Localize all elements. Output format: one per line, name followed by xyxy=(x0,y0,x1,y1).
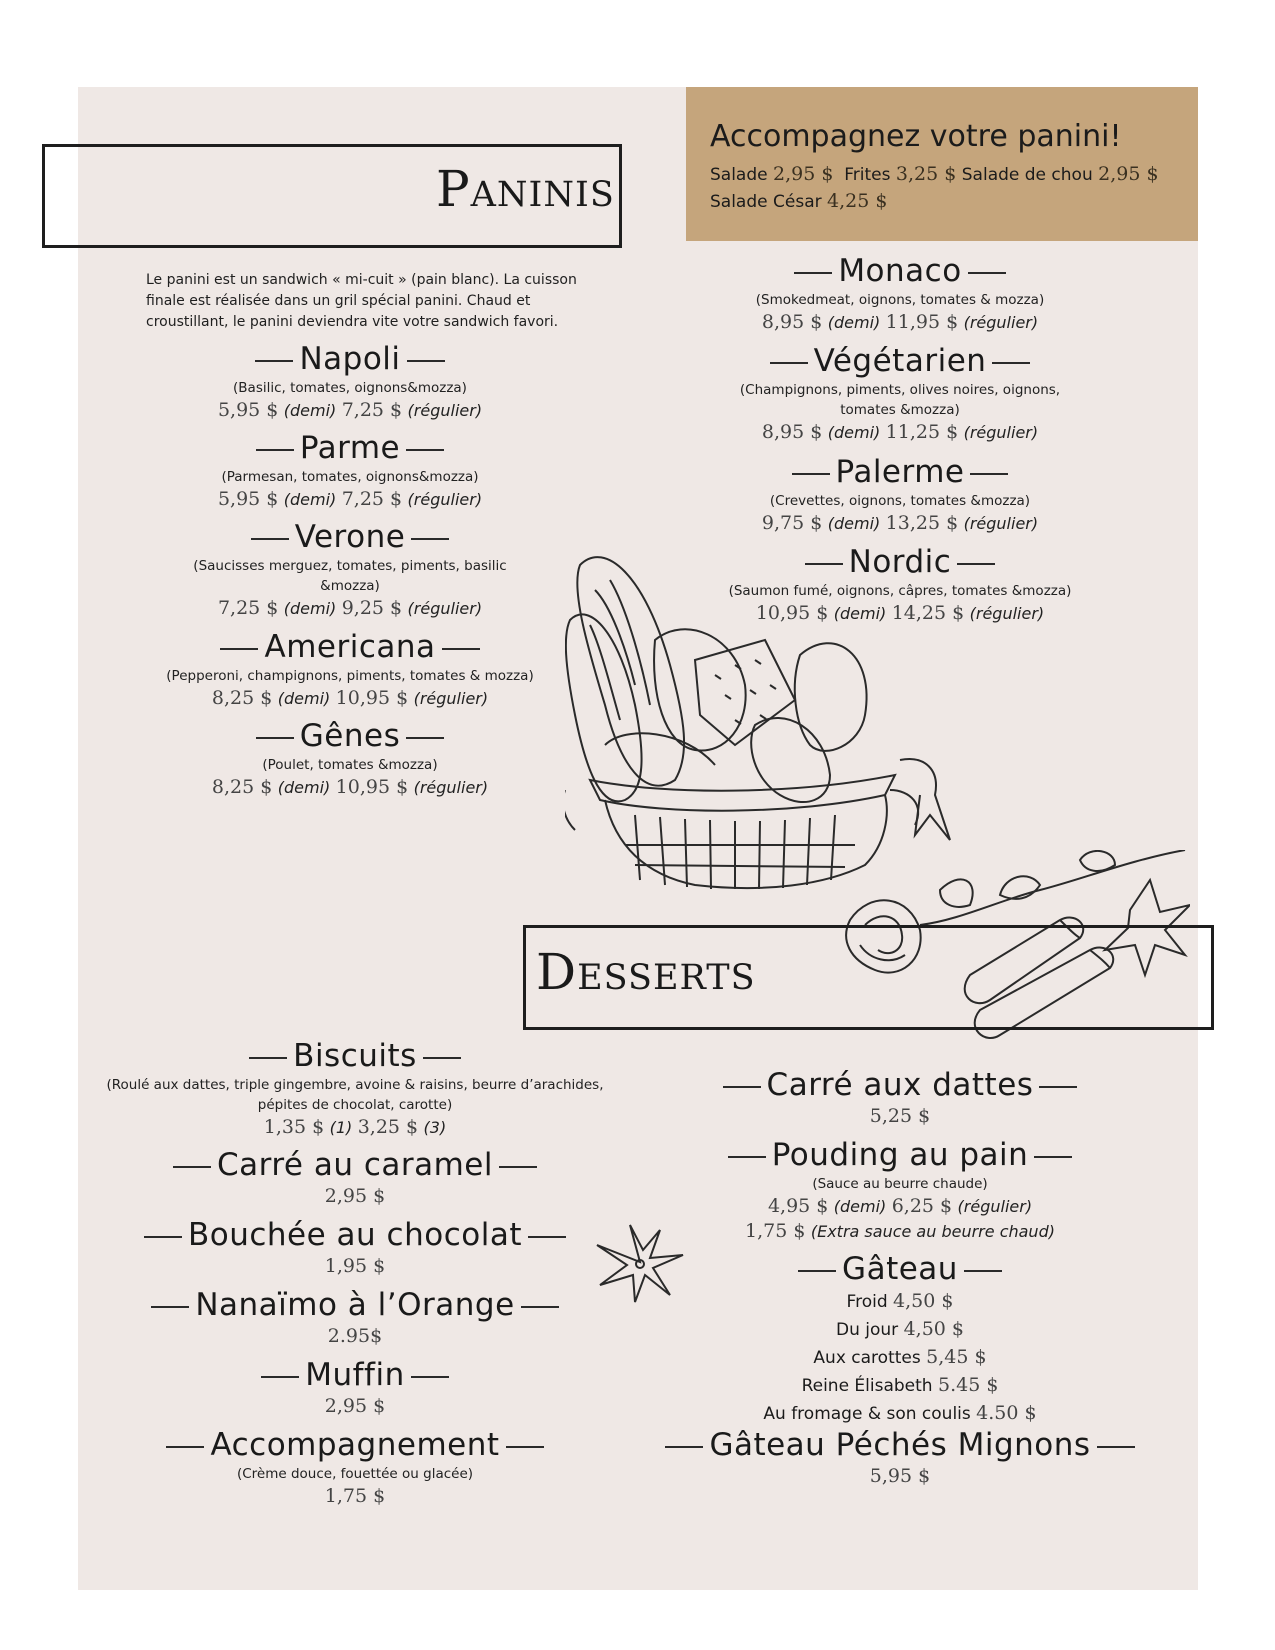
item-name: Accompagnement xyxy=(210,1427,500,1463)
panini-item xyxy=(150,429,550,512)
item-price: 8,25 $ (demi) 10,95 $ (régulier) xyxy=(211,687,489,709)
side-label: Salade César xyxy=(710,192,822,212)
item-desc: (Pepperoni, champignons, piments, tomates & mozza) xyxy=(166,668,534,684)
item-name: Bouchée au chocolat xyxy=(187,1217,522,1253)
panini-item xyxy=(150,628,550,711)
item-desc: (Saucisses merguez, tomates, piments, basilic &mozza) xyxy=(193,558,507,594)
item-desc: (Saumon fumé, oignons, câpres, tomates &mozza) xyxy=(728,583,1072,599)
item-name: Végétarien xyxy=(813,343,987,379)
panini-item xyxy=(150,340,550,423)
cake-line: Reine Élisabeth 5.45 $ xyxy=(801,1374,999,1396)
item-price: 5,95 $ (demi) 7,25 $ (régulier) xyxy=(217,399,483,421)
item-name: Carré aux dattes xyxy=(766,1067,1034,1103)
side-label: Frites xyxy=(844,165,891,185)
item-price: 7,25 $ (demi) 9,25 $ (régulier) xyxy=(217,597,483,619)
sides-banner xyxy=(686,87,1198,241)
item-price: 5,25 $ xyxy=(869,1105,931,1127)
side-label: Salade xyxy=(710,165,768,185)
dessert-item xyxy=(120,1146,590,1209)
item-name: Gâteau xyxy=(842,1251,958,1287)
dessert-item xyxy=(120,1426,590,1509)
item-price: 8,25 $ (demi) 10,95 $ (régulier) xyxy=(211,776,489,798)
sides-line-1 xyxy=(710,163,1159,185)
item-name: Palerme xyxy=(835,454,965,490)
item-price: 4,95 $ (demi) 6,25 $ (régulier) xyxy=(767,1195,1033,1217)
item-price: 1,75 $ xyxy=(324,1485,386,1507)
item-price: 8,95 $ (demi) 11,95 $ (régulier) xyxy=(761,311,1039,333)
star-anise-illustration xyxy=(595,1220,685,1305)
item-desc: (Smokedmeat, oignons, tomates & mozza) xyxy=(755,292,1045,308)
item-name: Pouding au pain xyxy=(771,1137,1029,1173)
dessert-item xyxy=(100,1037,610,1140)
panini-item xyxy=(180,518,520,621)
item-name: Gênes xyxy=(299,718,401,754)
dessert-item xyxy=(120,1286,590,1349)
item-name: Gâteau Péchés Mignons xyxy=(709,1427,1091,1463)
item-name: Nordic xyxy=(848,544,952,580)
item-desc: (Poulet, tomates &mozza) xyxy=(262,757,438,773)
item-price: 2.95$ xyxy=(327,1325,383,1347)
item-desc: (Roulé aux dattes, triple gingembre, avoine & raisins, beurre d’arachides, pépites de chocolat, carotte) xyxy=(106,1077,604,1113)
item-name: Parme xyxy=(299,430,401,466)
dessert-item xyxy=(700,1250,1100,1428)
item-desc: (Crevettes, oignons, tomates &mozza) xyxy=(769,493,1031,509)
item-desc: (Sauce au beurre chaude) xyxy=(812,1176,988,1192)
dessert-item xyxy=(680,1066,1120,1129)
cake-line: Au fromage & son coulis 4.50 $ xyxy=(763,1402,1037,1424)
item-price: 1,95 $ xyxy=(324,1255,386,1277)
panini-item xyxy=(720,342,1080,445)
side-label: Salade de chou xyxy=(961,165,1093,185)
item-desc: (Crème douce, fouettée ou glacée) xyxy=(236,1466,474,1482)
panini-item xyxy=(690,453,1110,536)
paninis-title: Paninis xyxy=(436,160,615,218)
cake-line: Du jour 4,50 $ xyxy=(836,1318,964,1340)
sides-title: Accompagnez votre panini! xyxy=(710,119,1122,154)
side-price: 4,25 $ xyxy=(827,190,888,212)
item-price: 8,95 $ (demi) 11,25 $ (régulier) xyxy=(761,421,1039,443)
panini-item xyxy=(150,717,550,800)
item-name: Napoli xyxy=(299,341,401,377)
item-price: 2,95 $ xyxy=(324,1395,386,1417)
item-price: 2,95 $ xyxy=(324,1185,386,1207)
dessert-item xyxy=(640,1426,1160,1489)
cake-line: Froid 4,50 $ xyxy=(846,1290,954,1312)
item-name: Nanaïmo à l’Orange xyxy=(195,1287,515,1323)
item-desc: (Champignons, piments, olives noires, oignons, tomates &mozza) xyxy=(739,382,1061,418)
item-price: 9,75 $ (demi) 13,25 $ (régulier) xyxy=(761,512,1039,534)
item-desc: (Basilic, tomates, oignons&mozza) xyxy=(233,380,467,396)
item-name: Americana xyxy=(264,629,436,665)
item-price: 10,95 $ (demi) 14,25 $ (régulier) xyxy=(755,602,1045,624)
item-price: 1,35 $ (1) 3,25 $ (3) xyxy=(263,1116,447,1138)
side-price: 2,95 $ xyxy=(773,163,834,185)
sides-line-2 xyxy=(710,190,887,212)
item-name: Muffin xyxy=(305,1357,405,1393)
item-name: Biscuits xyxy=(293,1038,417,1074)
item-name: Carré au caramel xyxy=(217,1147,493,1183)
desserts-title: Desserts xyxy=(536,943,756,1001)
cake-line: Aux carottes 5,45 $ xyxy=(813,1346,987,1368)
dessert-item xyxy=(160,1356,550,1419)
item-name: Verone xyxy=(294,519,406,555)
item-price: 5,95 $ xyxy=(869,1465,931,1487)
panini-item xyxy=(690,252,1110,335)
item-price: 5,95 $ (demi) 7,25 $ (régulier) xyxy=(217,488,483,510)
side-price: 3,25 $ xyxy=(895,163,957,185)
paninis-intro: Le panini est un sandwich « mi-cuit » (pain blanc). La cuisson finale est réalisée dans un gril spécial panini. Chaud et croustillant, le panini deviendra vite votre sandwich favori. xyxy=(146,272,577,330)
item-name: Monaco xyxy=(838,253,962,289)
dessert-item xyxy=(680,1136,1120,1244)
item-desc: (Parmesan, tomates, oignons&mozza) xyxy=(221,469,479,485)
item-price-extra: 1,75 $ (Extra sauce au beurre chaud) xyxy=(745,1220,1055,1242)
dessert-item xyxy=(120,1216,590,1279)
side-price: 2,95 $ xyxy=(1098,163,1159,185)
